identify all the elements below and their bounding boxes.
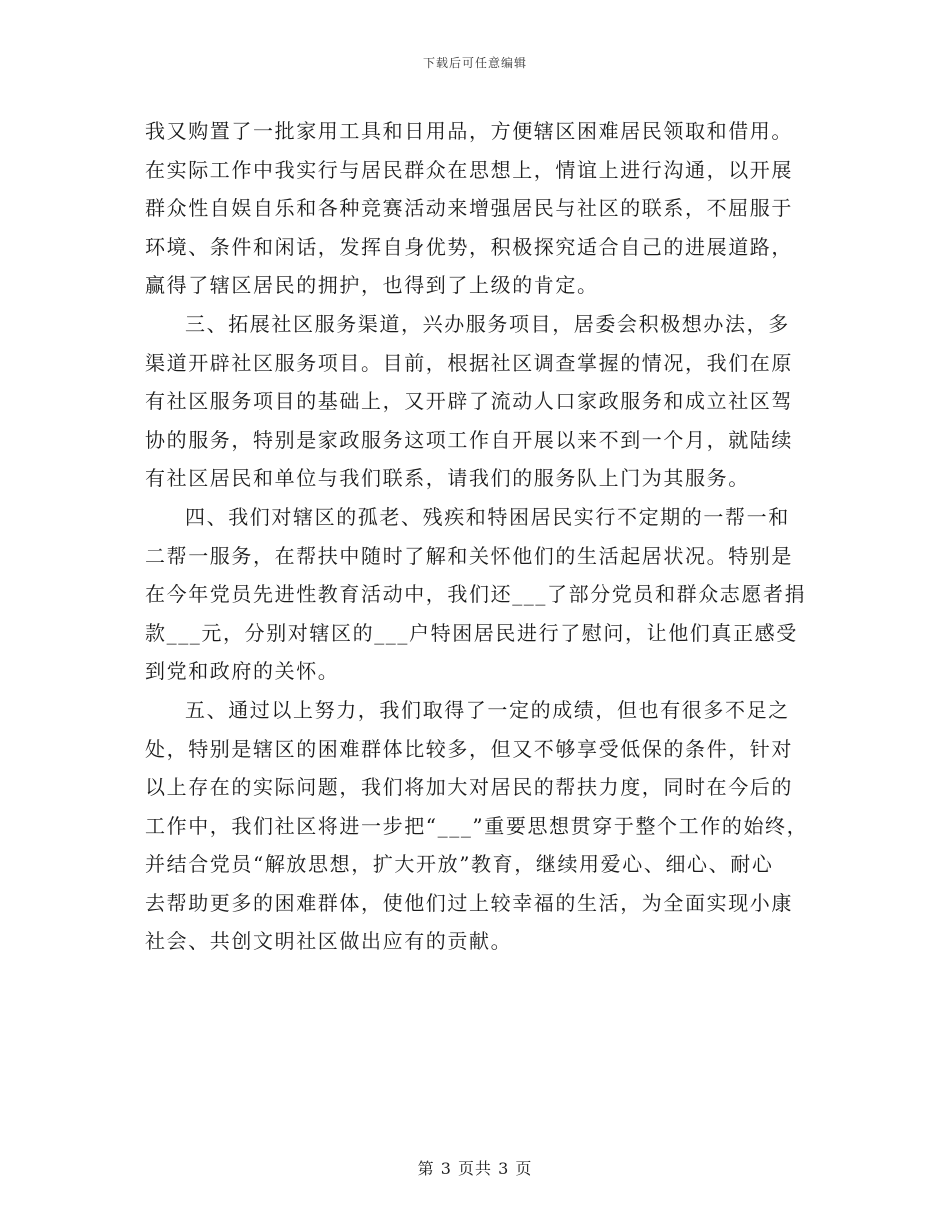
page-number-footer: 第 3 页共 3 页 bbox=[417, 1159, 533, 1178]
text-line: 环境、条件和闲话，发挥自身优势，积极探究适合自己的进展道路， bbox=[145, 234, 793, 259]
text-line: 渠道开辟社区服务项目。目前，根据社区调查掌握的情况，我们在原 bbox=[145, 350, 793, 375]
text-line: 工作中，我们社区将进一步把“___”重要思想贯穿于整个工作的始终， bbox=[145, 813, 809, 838]
text-line: 二帮一服务，在帮扶中随时了解和关怀他们的生活起居状况。特别是 bbox=[145, 543, 793, 568]
text-line: 有社区居民和单位与我们联系，请我们的服务队上门为其服务。 bbox=[145, 466, 750, 491]
text-line: 我又购置了一批家用工具和日用品，方便辖区困难居民领取和借用。 bbox=[145, 119, 793, 143]
page-header: 下载后可任意编辑 bbox=[422, 56, 527, 70]
text-line: 在今年党员先进性教育活动中，我们还___了部分党员和群众志愿者捐 bbox=[145, 582, 807, 607]
paragraph-5-start: 五、通过以上努力，我们取得了一定的成绩，但也有很多不足之 bbox=[185, 697, 790, 722]
text-line: 去帮助更多的困难群体，使他们过上较幸福的生活，为全面实现小康 bbox=[145, 890, 793, 915]
paragraph-3-start: 三、拓展社区服务渠道，兴办服务项目，居委会积极想办法，多 bbox=[185, 311, 790, 336]
text-line: 到党和政府的关怀。 bbox=[145, 659, 340, 684]
text-line: 协的服务，特别是家政服务这项工作自开展以来不到一个月，就陆续 bbox=[145, 427, 793, 452]
text-line: 在实际工作中我实行与居民群众在思想上，情谊上进行沟通，以开展 bbox=[145, 157, 793, 182]
text-line: 处，特别是辖区的困难群体比较多，但又不够享受低保的条件，针对 bbox=[145, 736, 793, 761]
document-body bbox=[145, 112, 825, 961]
text-line: 社会、共创文明社区做出应有的贡献。 bbox=[145, 929, 513, 954]
text-line: 并结合党员“解放思想，扩大开放”教育，继续用爱心、细心、耐心 bbox=[145, 852, 774, 877]
paragraph-4-start: 四、我们对辖区的孤老、残疾和特困居民实行不定期的一帮一和 bbox=[185, 504, 790, 529]
text-line: 有社区服务项目的基础上，又开辟了流动人口家政服务和成立社区驾 bbox=[145, 389, 793, 414]
text-line: 款___元，分别对辖区的___户特困居民进行了慰问，让他们真正感受 bbox=[145, 620, 798, 645]
text-line: 赢得了辖区居民的拥护，也得到了上级的肯定。 bbox=[145, 273, 599, 298]
text-line: 以上存在的实际问题，我们将加大对居民的帮扶力度，同时在今后的 bbox=[145, 775, 793, 800]
text-line: 群众性自娱自乐和各种竞赛活动来增强居民与社区的联系，不屈服于 bbox=[145, 196, 793, 221]
